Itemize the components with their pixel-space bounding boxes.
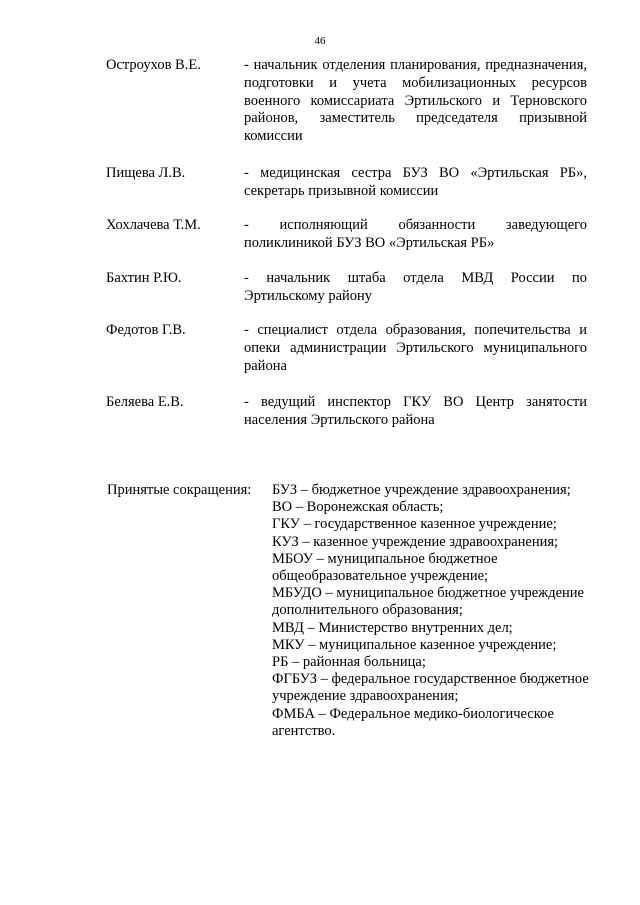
abbreviation-item: ВО – Воронежская область; [272,499,444,516]
page-number: 46 [314,35,326,47]
abbreviation-item: КУЗ – казенное учреждение здравоохранения; [272,533,559,550]
abbreviation-item: РБ – районная больница; [272,654,426,671]
abbreviation-item: МБОУ – муниципальное бюджетное общеобразовательное учреждение; [272,550,498,585]
member-name: Федотов Г.В. [106,322,186,338]
member-entry [0,270,640,322]
member-entry [0,322,640,394]
member-role: - начальник штаба отдела МВД России по Эртильскому району [244,270,587,304]
member-role: - исполняющий обязанности заведующего поликлиникой БУЗ ВО «Эртильская РБ» [244,217,587,251]
member-role: - начальник отделения планирования, предназначения, подготовки и учета мобилизационных ресурсов военного комиссариата Эртильского и Терновского районов, заместитель председателя призывной комиссии [244,57,587,145]
member-entry [0,394,640,434]
member-entry [0,165,640,217]
abbreviations-list [272,482,602,740]
member-role: - специалист отдела образования, попечительства и опеки администрации Эртильского муниципального района [244,322,587,374]
abbreviations-title: Принятые сокращения: [107,482,252,498]
member-name: Остроухов В.Е. [106,57,201,73]
member-name: Пищева Л.В. [106,165,186,181]
member-entry [0,217,640,270]
member-name: Бахтин Р.Ю. [106,270,182,286]
member-name: Беляева Е.В. [106,394,184,410]
abbreviation-item: МВД – Министерство внутренних дел; [272,619,513,636]
commission-member-list [0,57,640,434]
abbreviation-item: ГКУ – государственное казенное учреждение; [272,516,557,533]
abbreviation-item: ФМБА – Федеральное медико-биологическое агентство. [272,705,554,739]
abbreviation-item: МБУДО – муниципальное бюджетное учреждение дополнительного образования; [272,585,584,619]
member-role: - ведущий инспектор ГКУ ВО Центр занятости населения Эртильского района [244,394,587,428]
member-role: - медицинская сестра БУЗ ВО «Эртильская РБ», секретарь призывной комиссии [244,165,587,199]
abbreviation-item: БУЗ – бюджетное учреждение здравоохранения; [272,482,571,498]
member-name: Хохлачева Т.М. [106,217,201,233]
abbreviation-item: ФГБУЗ – федеральное государственное бюджетное учреждение здравоохранения; [272,671,589,705]
abbreviation-item: МКУ – муниципальное казенное учреждение; [272,636,557,653]
member-entry [0,57,640,165]
